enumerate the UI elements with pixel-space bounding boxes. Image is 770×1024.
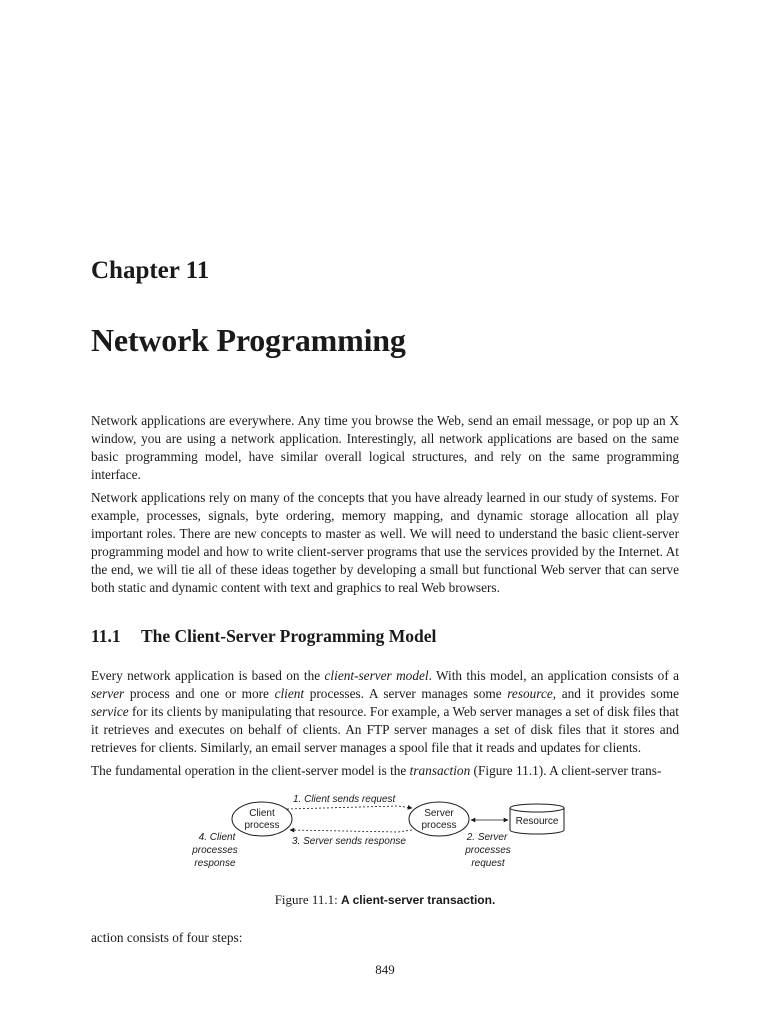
- intro-paragraph-2: Network applications rely on many of the concepts that you have already learned in our study of systems. For example, processes, signals, byte ordering, memory mapping, and dynamic storage allocation all play important roles. There are new concepts to master as well. We will need to understand the basic client-server programming model and how to write client-server programs that use the services provided by the Internet. At the end, we will tie all of these ideas together by developing a small but functional Web server that can serve both static and dynamic content with text and graphics to real Web browsers.: [91, 490, 679, 595]
- term-transaction: transaction: [409, 763, 471, 778]
- caption-title: A client-server transaction.: [341, 893, 496, 907]
- section-number: 11.1: [91, 626, 121, 646]
- server-label-line2: process: [421, 820, 457, 831]
- request-arrow: [287, 806, 412, 809]
- section-paragraph-3: action consists of four steps:: [91, 930, 243, 945]
- intro-paragraph-1: Network applications are everywhere. Any time you browse the Web, send an email message, or pop up an X window, you are using a network application. Interestingly, all network applications are based on the same basic programming model, have similar overall logical structures, and rely on the same programming interface.: [91, 413, 679, 482]
- client-label-line2: process: [244, 820, 280, 831]
- term-client: client: [274, 686, 305, 701]
- step4-label-line1: 4. Client: [198, 832, 236, 843]
- response-arrow: [290, 830, 412, 832]
- step2-label-line2: processes: [465, 845, 511, 856]
- page-number: 849: [375, 962, 395, 977]
- figure-caption: [0, 892, 770, 908]
- term-server: server: [91, 686, 125, 701]
- section-paragraph-2: The fundamental operation in the client-server model is the transaction (Figure 11.1). A client-server trans-: [91, 763, 662, 778]
- client-label-line1: Client: [249, 808, 275, 819]
- resource-label: Resource: [515, 816, 559, 827]
- step3-label: 3. Server sends response: [292, 836, 406, 847]
- section-paragraph-1: Every network application is based on the client-server model. With this model, an application consists of a server process and one or more client processes. A server manages some resource, and it provides some service for its clients by manipulating that resource. For example, a Web server manages a set of disk files that it retrieves and executes on behalf of clients. An FTP server manages a set of disk files that it stores and retrieves for clients. Similarly, an email server manages a spool file that it reads and updates for clients.: [91, 668, 679, 755]
- term-service: service: [91, 704, 129, 719]
- step4-label-line2: processes: [192, 845, 238, 856]
- step2-label-line1: 2. Server: [466, 832, 508, 843]
- chapter-label: Chapter 11: [91, 257, 210, 284]
- server-label-line1: Server: [424, 808, 454, 819]
- section-heading: [91, 626, 436, 647]
- term-client-server-model: client-server model: [324, 668, 429, 683]
- caption-label: Figure 11.1:: [274, 892, 342, 907]
- step1-label: 1. Client sends request: [293, 794, 396, 805]
- step2-label-line3: request: [471, 858, 505, 869]
- chapter-title: Network Programming: [91, 322, 406, 358]
- section-title: The Client-Server Programming Model: [141, 626, 437, 646]
- term-resource: resource: [507, 686, 553, 701]
- client-server-diagram: [180, 786, 600, 876]
- step4-label-line3: response: [194, 858, 236, 869]
- resource-node: [510, 804, 564, 834]
